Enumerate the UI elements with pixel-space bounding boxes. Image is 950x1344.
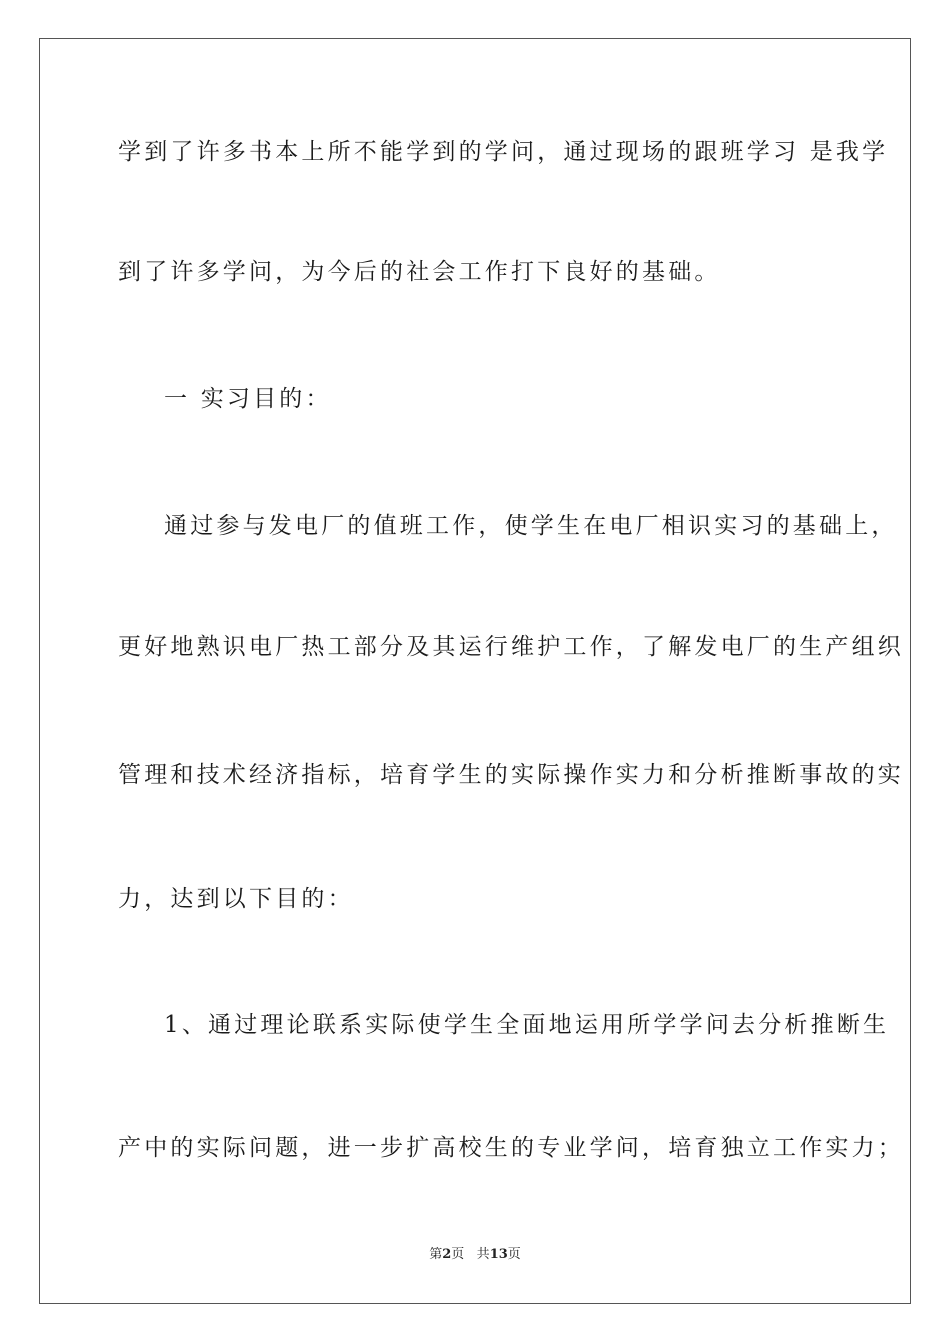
footer-page-number: 2	[442, 1247, 452, 1262]
list-item-1-line-1: 1、通过理论联系实际使学生全面地运用所学学问去分析推断生	[164, 1012, 890, 1038]
footer-page-suffix: 页	[451, 1247, 465, 1262]
paragraph-line-5: 管理和技术经济指标，培育学生的实际操作实力和分析推断事故的实	[118, 762, 904, 788]
paragraph-line-3: 通过参与发电厂的值班工作，使学生在电厂相识实习的基础上，	[164, 513, 898, 539]
section-heading: 一 实习目的：	[164, 386, 332, 412]
footer-total-suffix: 页	[507, 1247, 521, 1262]
paragraph-line-1: 学到了许多书本上所不能学到的学问，通过现场的跟班学习 是我学	[118, 139, 889, 165]
page-frame	[39, 38, 911, 1304]
footer-total-prefix: 共	[476, 1247, 490, 1262]
footer-page-prefix: 第	[429, 1247, 443, 1262]
footer-total-pages: 13	[489, 1247, 508, 1262]
page-footer	[0, 1246, 950, 1264]
list-item-1-line-2: 产中的实际问题，进一步扩高校生的专业学问，培育独立工作实力；	[118, 1135, 904, 1161]
paragraph-line-2: 到了许多学问，为今后的社会工作打下良好的基础。	[118, 259, 721, 285]
paragraph-line-4: 更好地熟识电厂热工部分及其运行维护工作，了解发电厂的生产组织	[118, 634, 904, 660]
paragraph-line-6: 力，达到以下目的：	[118, 886, 354, 912]
